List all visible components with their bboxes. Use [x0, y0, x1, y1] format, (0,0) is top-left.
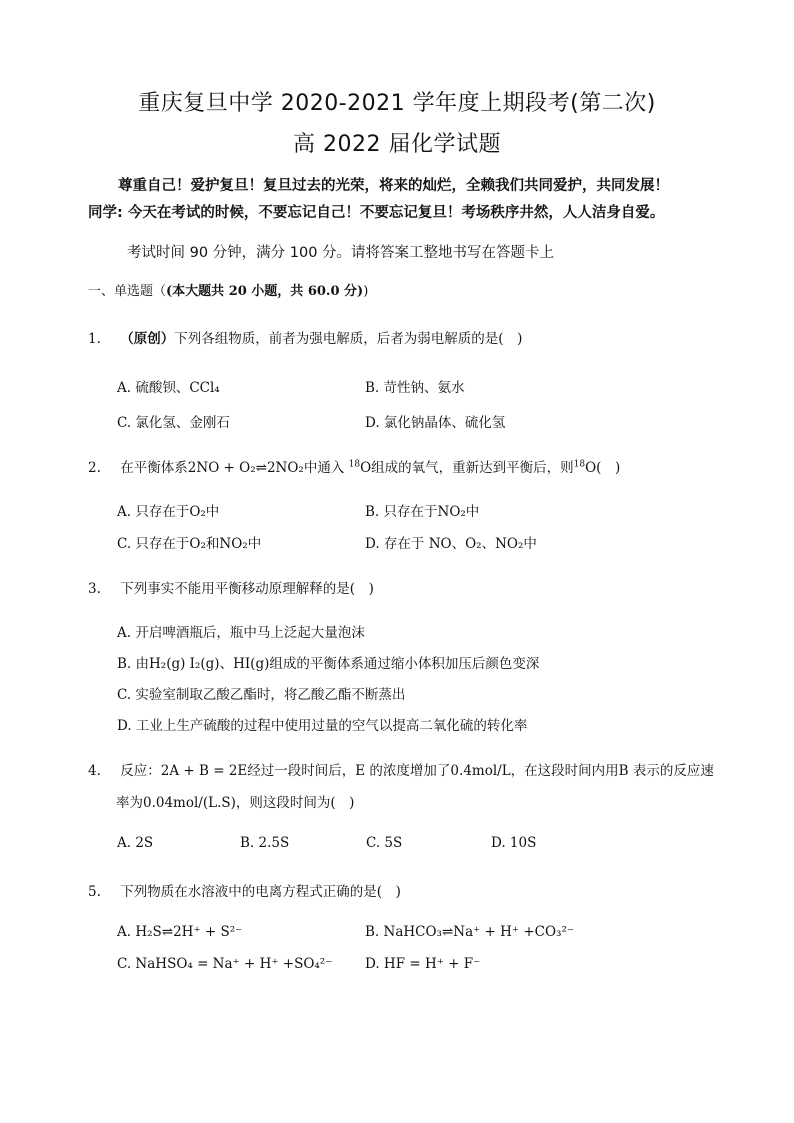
- question-1-option-c: C. 氯化氢、金刚石: [117, 415, 230, 431]
- question-number: 4.: [88, 763, 101, 779]
- question-tag: （原创）: [120, 331, 175, 347]
- question-4-option-b: B. 2.5S: [240, 835, 290, 851]
- question-5-option-d: D. HF = H⁺ + F⁻: [365, 956, 481, 972]
- isotope-mass-number: 18: [348, 459, 361, 470]
- question-1-option-d: D. 氯化钠晶体、硫化氢: [365, 415, 506, 431]
- question-number: 2.: [88, 460, 101, 476]
- question-1-option-a: A. 硫酸钡、CCl₄: [117, 380, 220, 396]
- question-3-option-d: D. 工业上生产硫酸的过程中使用过量的空气以提高二氧化硫的转化率: [117, 718, 528, 734]
- question-5-option-b: B. NaHCO₃⇌Na⁺ + H⁺ +CO₃²⁻: [365, 924, 574, 940]
- isotope-mass-number: 18: [573, 459, 586, 470]
- question-text: 下列各组物质，前者为强电解质，后者为弱电解质的是( ): [174, 331, 523, 347]
- question-5-option-a: A. H₂S⇌2H⁺ + S²⁻: [117, 924, 243, 940]
- question-text-part2: O组成的氧气，重新达到平衡后，则: [360, 460, 574, 476]
- question-text: 下列物质在水溶液中的电离方程式正确的是( ): [120, 884, 401, 900]
- section-detail: (本大题共 20 小题，共 60.0 分): [166, 284, 364, 299]
- exam-title-line2: 高 2022 届化学试题: [293, 132, 501, 157]
- question-4-option-a: A. 2S: [117, 835, 154, 851]
- question-2-option-d: D. 存在于 NO、O₂、NO₂中: [365, 536, 537, 552]
- school-motto-line2: 同学: 今天在考试的时候，不要忘记自己！不要忘记复旦！考场秩序井然，人人洁身自爱。: [88, 205, 665, 221]
- question-2-option-a: A. 只存在于O₂中: [117, 504, 220, 520]
- question-text-part1: 在平衡体系2NO + O₂⇌2NO₂中通入: [120, 460, 349, 476]
- question-3-option-c: C. 实验室制取乙酸乙酯时，将乙酸乙酯不断蒸出: [117, 687, 406, 703]
- question-number: 3.: [88, 581, 101, 597]
- question-1-stem: [88, 327, 522, 347]
- question-number: 5.: [88, 884, 101, 900]
- question-2-option-b: B. 只存在于NO₂中: [365, 504, 480, 520]
- question-2-option-c: C. 只存在于O₂和NO₂中: [117, 536, 262, 552]
- question-text: 反应：2A + B = 2E经过一段时间后，E 的浓度增加了0.4mol/L，在这段时间内用B 表示的反应速: [120, 763, 714, 779]
- question-4-option-c: C. 5S: [366, 835, 403, 851]
- question-4-stem: [88, 759, 714, 779]
- question-4-option-d: D. 10S: [491, 835, 537, 851]
- question-text-part3: O( ): [585, 460, 621, 476]
- exam-title-line1: 重庆复旦中学 2020-2021 学年度上期段考(第二次): [138, 91, 656, 116]
- section-close: ): [363, 284, 369, 299]
- question-5-stem: [88, 880, 401, 900]
- question-4-stem-line2: 率为0.04mol/(L.S)，则这段时间为( ): [116, 795, 355, 811]
- question-3-stem: [88, 577, 374, 597]
- question-number: 1.: [88, 331, 101, 347]
- question-text: 下列事实不能用平衡移动原理解释的是( ): [120, 581, 374, 597]
- question-5-option-c: C. NaHSO₄ = Na⁺ + H⁺ +SO₄²⁻: [117, 956, 333, 972]
- section-label: 一、单选题（: [88, 284, 167, 299]
- question-3-option-a: A. 开启啤酒瓶后，瓶中马上泛起大量泡沫: [117, 625, 365, 641]
- question-2-stem: [88, 456, 620, 476]
- school-motto-line1: 尊重自己！爱护复旦！复旦过去的光荣，将来的灿烂，全赖我们共同爱护，共同发展！: [118, 178, 669, 194]
- question-3-option-b: B. 由H₂(g) I₂(g)、HI(g)组成的平衡体系通过缩小体积加压后颜色变深: [117, 656, 540, 672]
- section-heading: [88, 280, 368, 299]
- question-1-option-b: B. 苛性钠、氨水: [365, 380, 465, 396]
- exam-instructions: 考试时间 90 分钟，满分 100 分。请将答案工整地书写在答题卡上: [127, 245, 555, 261]
